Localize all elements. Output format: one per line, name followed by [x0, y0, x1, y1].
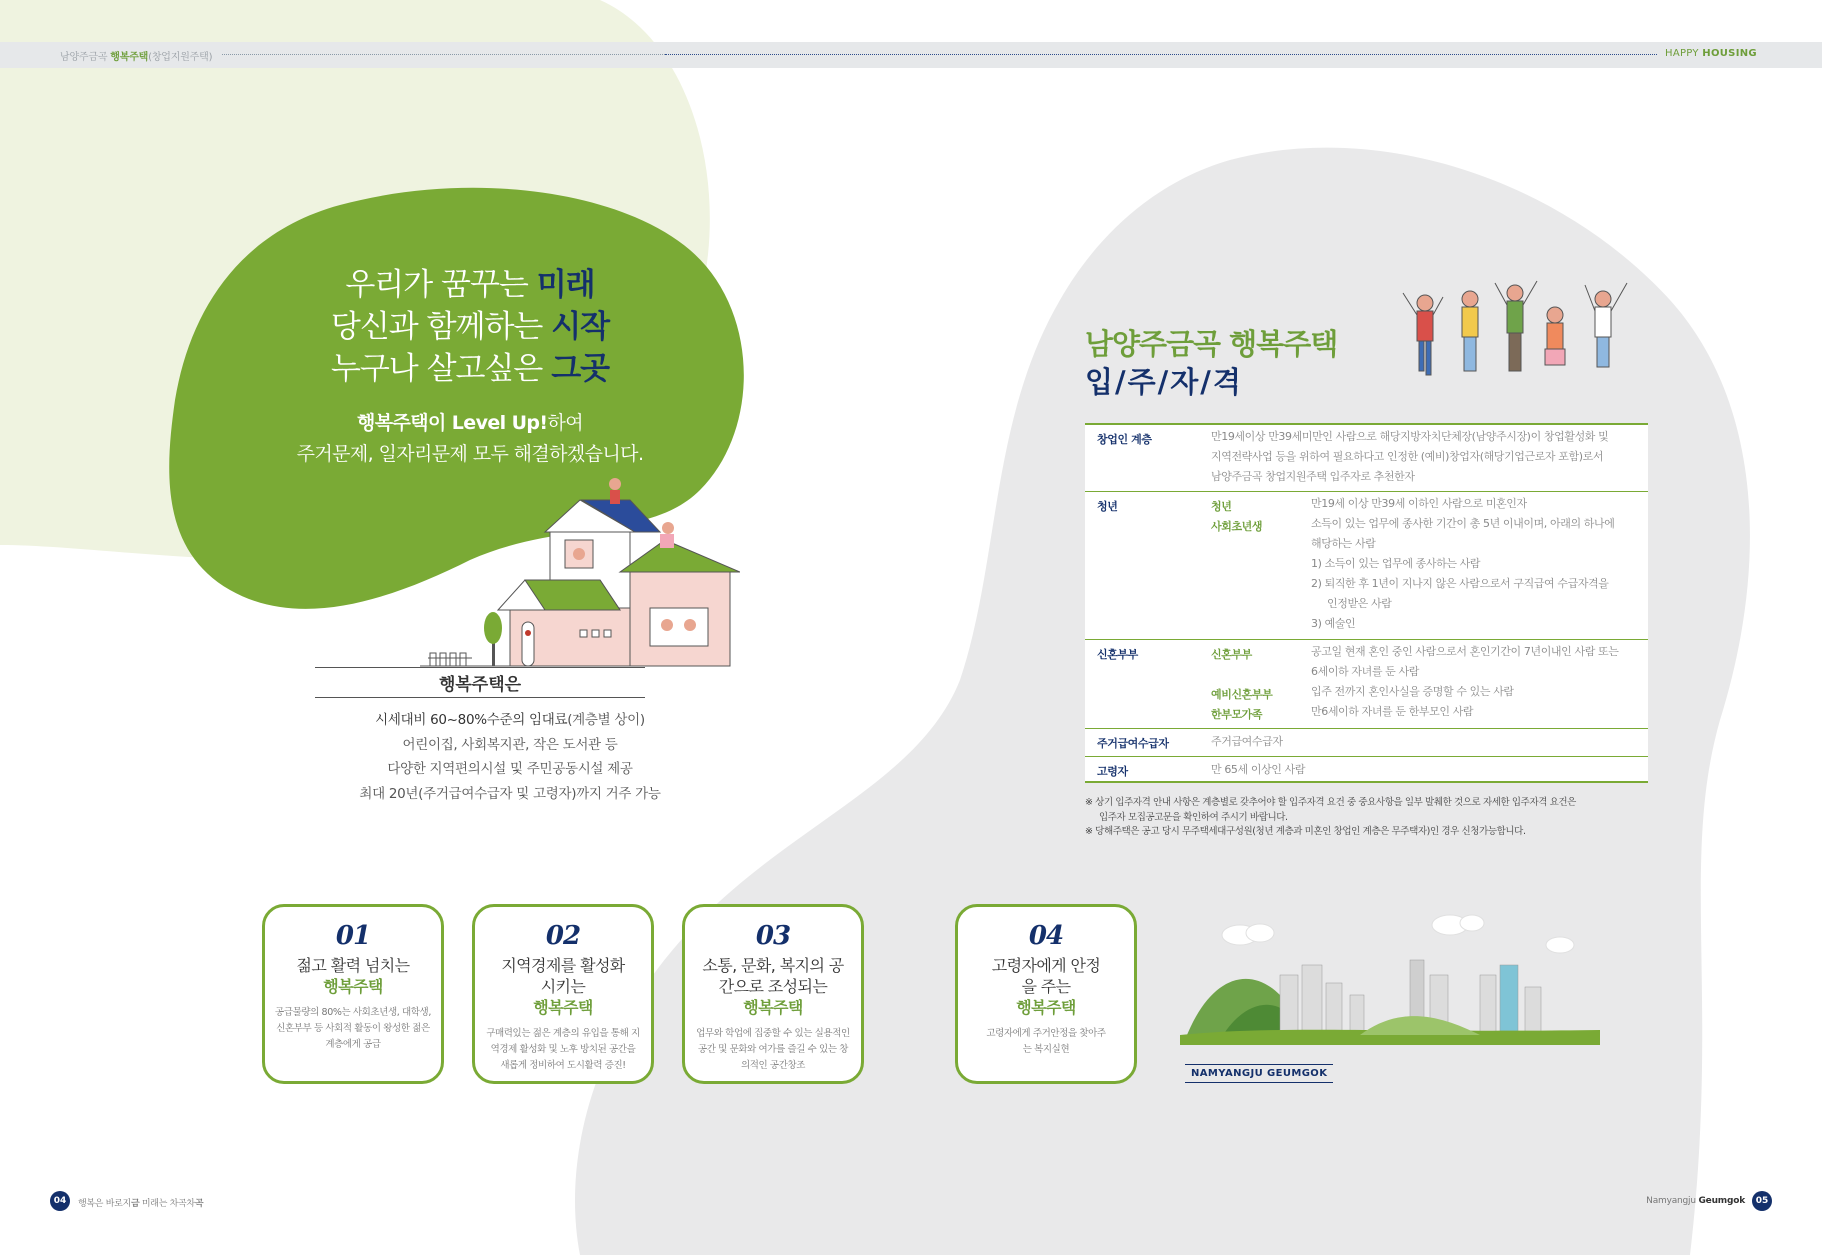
row-text-line: 입주 전까지 혼인사실을 증명할 수 있는 사람 [1311, 685, 1514, 698]
row-text-line: 만19세 이상 만39세 이하인 사람으로 미혼인자 [1311, 497, 1527, 510]
house-illustration [420, 470, 740, 670]
row-text-line: 지역전략사업 등을 위하여 필요하다고 인정한 (예비)창업자(해당기업근로자 포함)로서 [1211, 450, 1604, 463]
slogan-line3-text: 누구나 살고싶은 [330, 351, 552, 387]
header-breadcrumb [60, 48, 212, 63]
happy-housing-list [300, 708, 720, 806]
caption-rule-top [315, 667, 645, 668]
slogan-line2-emph: 시작 [551, 309, 610, 345]
row-category: 주거급여수급자 [1097, 737, 1169, 750]
feature-card-03 [682, 904, 864, 1084]
header-left-strong: 행복주택 [110, 52, 149, 63]
footer-right-a: Namyangju [1646, 1196, 1699, 1206]
row-text-line: 남양주금곡 창업지원주택 입주자로 추천한자 [1211, 470, 1415, 483]
card-description: 업무와 학업에 집중할 수 있는 실용적인 공간 및 문화와 여가를 즐길 수 있는 창의적인 공간창조 [696, 1028, 850, 1071]
card-description: 공급물량의 80%는 사회초년생, 대학생,신혼부부 등 사회적 활동이 왕성한 젊은 계층에게 공급 [275, 1007, 431, 1050]
row-text-line: 만19세이상 만39세미만인 사람으로 해당지방자치단체장(남양주시장)이 창업활성화 및 [1211, 430, 1609, 443]
table-row-elderly [1085, 757, 1648, 783]
card-title-text: 소통, 문화, 복지의 공간으로 조성되는 [702, 956, 844, 996]
table-row-startup [1085, 425, 1648, 492]
slogan-subtitle [230, 408, 710, 470]
header-brand [1665, 48, 1757, 59]
table-row-newlywed [1085, 640, 1648, 729]
hh-line4: 최대 20년(주거급여수급자 및 고령자)까지 거주 가능 [359, 785, 661, 802]
row-text-line: 1) 소득이 있는 업무에 종사하는 사람 [1311, 557, 1481, 570]
row-text: 주거급여수급자 [1211, 735, 1283, 748]
row-category: 청년 [1097, 500, 1118, 513]
slogan-line1-emph: 미래 [536, 267, 595, 303]
slogan-line3-emph: 그곳 [551, 351, 610, 387]
feature-card-04 [955, 904, 1137, 1084]
row-text-line: 3) 예술인 [1311, 617, 1356, 630]
page-number-right: 05 [1752, 1191, 1772, 1211]
footer-left-d: 곡 [194, 1199, 204, 1209]
row-text [1211, 427, 1608, 487]
jumping-people-illustration [1395, 275, 1645, 410]
slogan-sub-rest: 하여 [547, 412, 583, 434]
row-text [1311, 494, 1614, 634]
card-number: 01 [335, 921, 371, 951]
city-skyline-illustration [1180, 905, 1600, 1055]
footer-right-b: Geumgok [1698, 1196, 1745, 1206]
qualification-table [1085, 423, 1648, 783]
slogan-line2-text: 당신과 함께하는 [330, 309, 552, 345]
row-subcategory: 청년 [1211, 500, 1232, 513]
footer-left-b: 금 [130, 1199, 140, 1209]
card-number: 02 [545, 921, 581, 951]
notes [1085, 796, 1645, 840]
slogan-sub-strong: 행복주택이 Level Up! [357, 412, 548, 434]
card-title-emph: 행복주택 [323, 977, 383, 996]
footer-left-c: 미래는 차곡차 [139, 1199, 195, 1209]
header-right-strong: HOUSING [1702, 48, 1757, 59]
card-title [958, 955, 1134, 1018]
caption-rule-bottom [315, 697, 645, 698]
row-category: 고령자 [1097, 765, 1128, 778]
row-text [1311, 642, 1618, 722]
qualification-title: 남양주금곡 행복주택 [1085, 327, 1338, 361]
card-number: 03 [755, 921, 791, 951]
card-title [475, 955, 651, 1018]
slogan-sub-line2: 주거문제, 일자리문제 모두 해결하겠습니다. [296, 443, 644, 465]
header-left-suffix: (창업지원주택) [148, 52, 213, 63]
card-title-emph: 행복주택 [743, 998, 803, 1017]
row-subcategory: 한부모가족 [1211, 708, 1263, 721]
happy-housing-title: 행복주택은 [438, 675, 522, 695]
footer-right-text [1645, 1196, 1745, 1206]
note-line: ※ 상기 입주자격 안내 사항은 계층별로 갖추어야 할 입주자격 요건 중 중요사항을 일부 발췌한 것으로 자세한 입주자격 요건은 [1085, 797, 1576, 808]
header-bar [0, 42, 1822, 68]
card-title-text: 젊고 활력 넘치는 [296, 956, 410, 975]
hh-line3: 다양한 지역편의시설 및 주민공동시설 제공 [387, 761, 633, 777]
card-number: 04 [1028, 921, 1064, 951]
card-title [685, 955, 861, 1018]
slogan-line1-text: 우리가 꿈꾸는 [345, 267, 537, 303]
row-subcategory: 예비신혼부부 [1211, 688, 1273, 701]
city-label: NAMYANGJU GEUMGOK [1185, 1064, 1333, 1083]
row-category: 창업인 계층 [1097, 433, 1152, 446]
row-subcategory: 신혼부부 [1211, 648, 1252, 661]
page-number-left: 04 [50, 1191, 70, 1211]
header-right-prefix: HAPPY [1665, 48, 1699, 59]
row-text-line: 2) 퇴직한 후 1년이 지나지 않은 사람으로서 구직급여 수급자격을 [1311, 577, 1609, 590]
card-description: 구매력있는 젊은 계층의 유입을 통해 지역경제 활성화 및 노후 방치된 공간을 새롭게 정비하여 도시활력 증진! [486, 1028, 640, 1071]
row-text-line: 해당하는 사람 [1311, 537, 1376, 550]
note-line: ※ 당해주택은 공고 당시 무주택세대구성원(청년 계층과 미혼인 창업인 계층은 무주택자)인 경우 신청가능합니다. [1085, 826, 1526, 837]
card-description: 고령자에게 주거안정을 찾아주는 복지실현 [986, 1028, 1106, 1055]
row-text-line: 소득이 있는 업무에 종사한 기간이 총 5년 이내이며, 아래의 하나에 [1311, 517, 1615, 530]
note-line: 입주자 모집공고문을 확인하여 주시기 바랍니다. [1099, 811, 1288, 823]
row-subcategory: 사회초년생 [1211, 520, 1263, 533]
card-title-emph: 행복주택 [533, 998, 593, 1017]
card-title-emph: 행복주택 [1016, 998, 1076, 1017]
hh-line1-strong: 시세대비 60~80%수준의 임대료 [375, 712, 568, 728]
table-row-youth [1085, 492, 1648, 640]
row-text-line: 공고일 현재 혼인 중인 사람으로서 혼인기간이 7년이내인 사람 또는 [1311, 645, 1619, 658]
header-dotted-line-blue [665, 54, 1657, 55]
card-title-text: 고령자에게 안정을 주는 [991, 956, 1101, 996]
table-row-benefit [1085, 729, 1648, 757]
footer-left-a: 행복은 바로지 [78, 1199, 131, 1209]
row-category: 신혼부부 [1097, 648, 1138, 661]
card-title [265, 955, 441, 997]
header-left-prefix: 남양주금곡 [60, 52, 108, 63]
feature-card-02 [472, 904, 654, 1084]
hh-line2: 어린이집, 사회복지관, 작은 도서관 등 [402, 736, 618, 753]
footer-left-text [78, 1196, 203, 1209]
slogan [250, 264, 690, 390]
row-text-line: 만6세이하 자녀를 둔 한부모인 사람 [1311, 705, 1474, 718]
feature-card-01 [262, 904, 444, 1084]
hh-line1-rest: (계층별 상이) [567, 712, 645, 728]
row-text-line: 6세이하 자녀를 둔 사람 [1311, 665, 1419, 678]
card-title-text: 지역경제를 활성화 시키는 [501, 956, 625, 996]
row-text-line: 인정받은 사람 [1327, 597, 1392, 610]
row-text: 만 65세 이상인 사람 [1211, 763, 1306, 776]
qualification-subtitle: 입/주/자/격 [1085, 365, 1243, 399]
